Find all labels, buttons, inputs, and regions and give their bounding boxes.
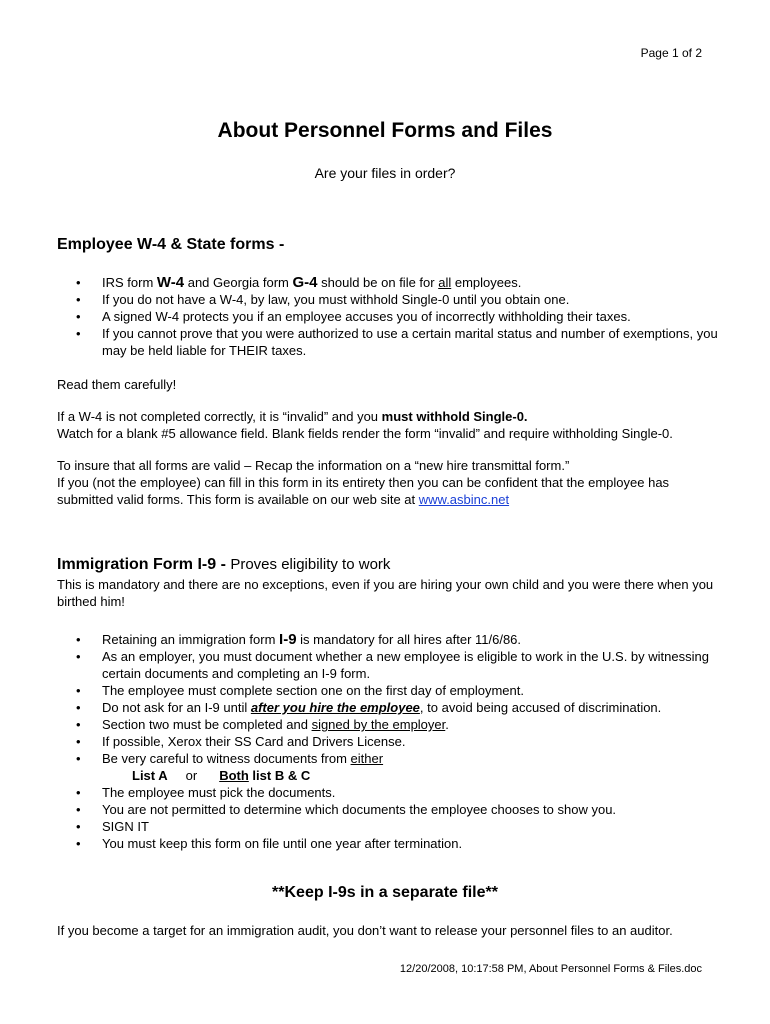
list-item: • The employee must pick the documents. bbox=[102, 784, 722, 801]
list-options-line: List A or Both list B & C bbox=[132, 768, 311, 783]
list-item: • As an employer, you must document whether a new employee is eligible to work in the U.S. by witnessing certain documents and completing an I-9 form. bbox=[102, 648, 722, 682]
list-item: • If you cannot prove that you were authorized to use a certain marital status and number of exemptions, you may be held liable for THEIR taxes. bbox=[102, 325, 722, 359]
list-item: • If you do not have a W-4, by law, you must withhold Single-0 until you obtain one. bbox=[102, 291, 722, 308]
website-link[interactable]: www.asbinc.net bbox=[418, 492, 510, 507]
list-item: • IRS form W-4 and Georgia form G-4 should be on file for all employees. bbox=[102, 274, 722, 291]
list-item: • Retaining an immigration form I-9 is mandatory for all hires after 11/6/86. bbox=[102, 631, 722, 648]
list-item: • SIGN IT bbox=[102, 818, 722, 835]
footer: 12/20/2008, 10:17:58 PM, About Personnel Forms & Files.doc bbox=[399, 963, 702, 975]
i9-mandatory: This is mandatory and there are no exceptions, even if you are hiring your own child and you were there when you birthed him! bbox=[57, 577, 714, 609]
w4-heading: Employee W-4 & State forms - bbox=[57, 236, 285, 253]
i9-bullet-list bbox=[57, 631, 722, 852]
list-item: • Section two must be completed and signed by the employer. bbox=[102, 716, 722, 733]
list-item: • You are not permitted to determine which documents the employee chooses to show you. bbox=[102, 801, 722, 818]
audit-note: If you become a target for an immigration audit, you don’t want to release your personnel files to an auditor. bbox=[57, 923, 673, 938]
list-item: • Be very careful to witness documents from either bbox=[102, 750, 722, 767]
list-item: • Do not ask for an I-9 until after you hire the employee, to avoid being accused of discrimination. bbox=[102, 699, 722, 716]
i9-heading: Immigration Form I-9 - Proves eligibility to work bbox=[57, 556, 391, 573]
w4-bullet-list bbox=[57, 274, 722, 359]
read-carefully: Read them carefully! bbox=[57, 377, 177, 392]
list-item: • A signed W-4 protects you if an employee accuses you of incorrectly withholding their taxes. bbox=[102, 308, 722, 325]
list-item: • You must keep this form on file until one year after termination. bbox=[102, 835, 722, 852]
page-title: About Personnel Forms and Files bbox=[217, 119, 553, 142]
list-item: • The employee must complete section one on the first day of employment. bbox=[102, 682, 722, 699]
page-subtitle: Are your files in order? bbox=[314, 165, 456, 181]
insure-paragraph: To insure that all forms are valid – Recap the information on a “new hire transmittal form.” If you (not the employee) can fill in this form in its entirety then you can be confident that the employee has submitted valid forms. This form is available on our web site at www.asbinc.net bbox=[57, 458, 670, 507]
keep-separate-heading: **Keep I-9s in a separate file** bbox=[272, 884, 498, 901]
list-item: • If possible, Xerox their SS Card and Drivers License. bbox=[102, 733, 722, 750]
invalid-paragraph: If a W-4 is not completed correctly, it is “invalid” and you must withhold Single-0. Watch for a blank #5 allowance field. Blank fields render the form “invalid” and require withholding Single-0. bbox=[57, 409, 673, 441]
page-number: Page 1 of 2 bbox=[640, 46, 702, 60]
